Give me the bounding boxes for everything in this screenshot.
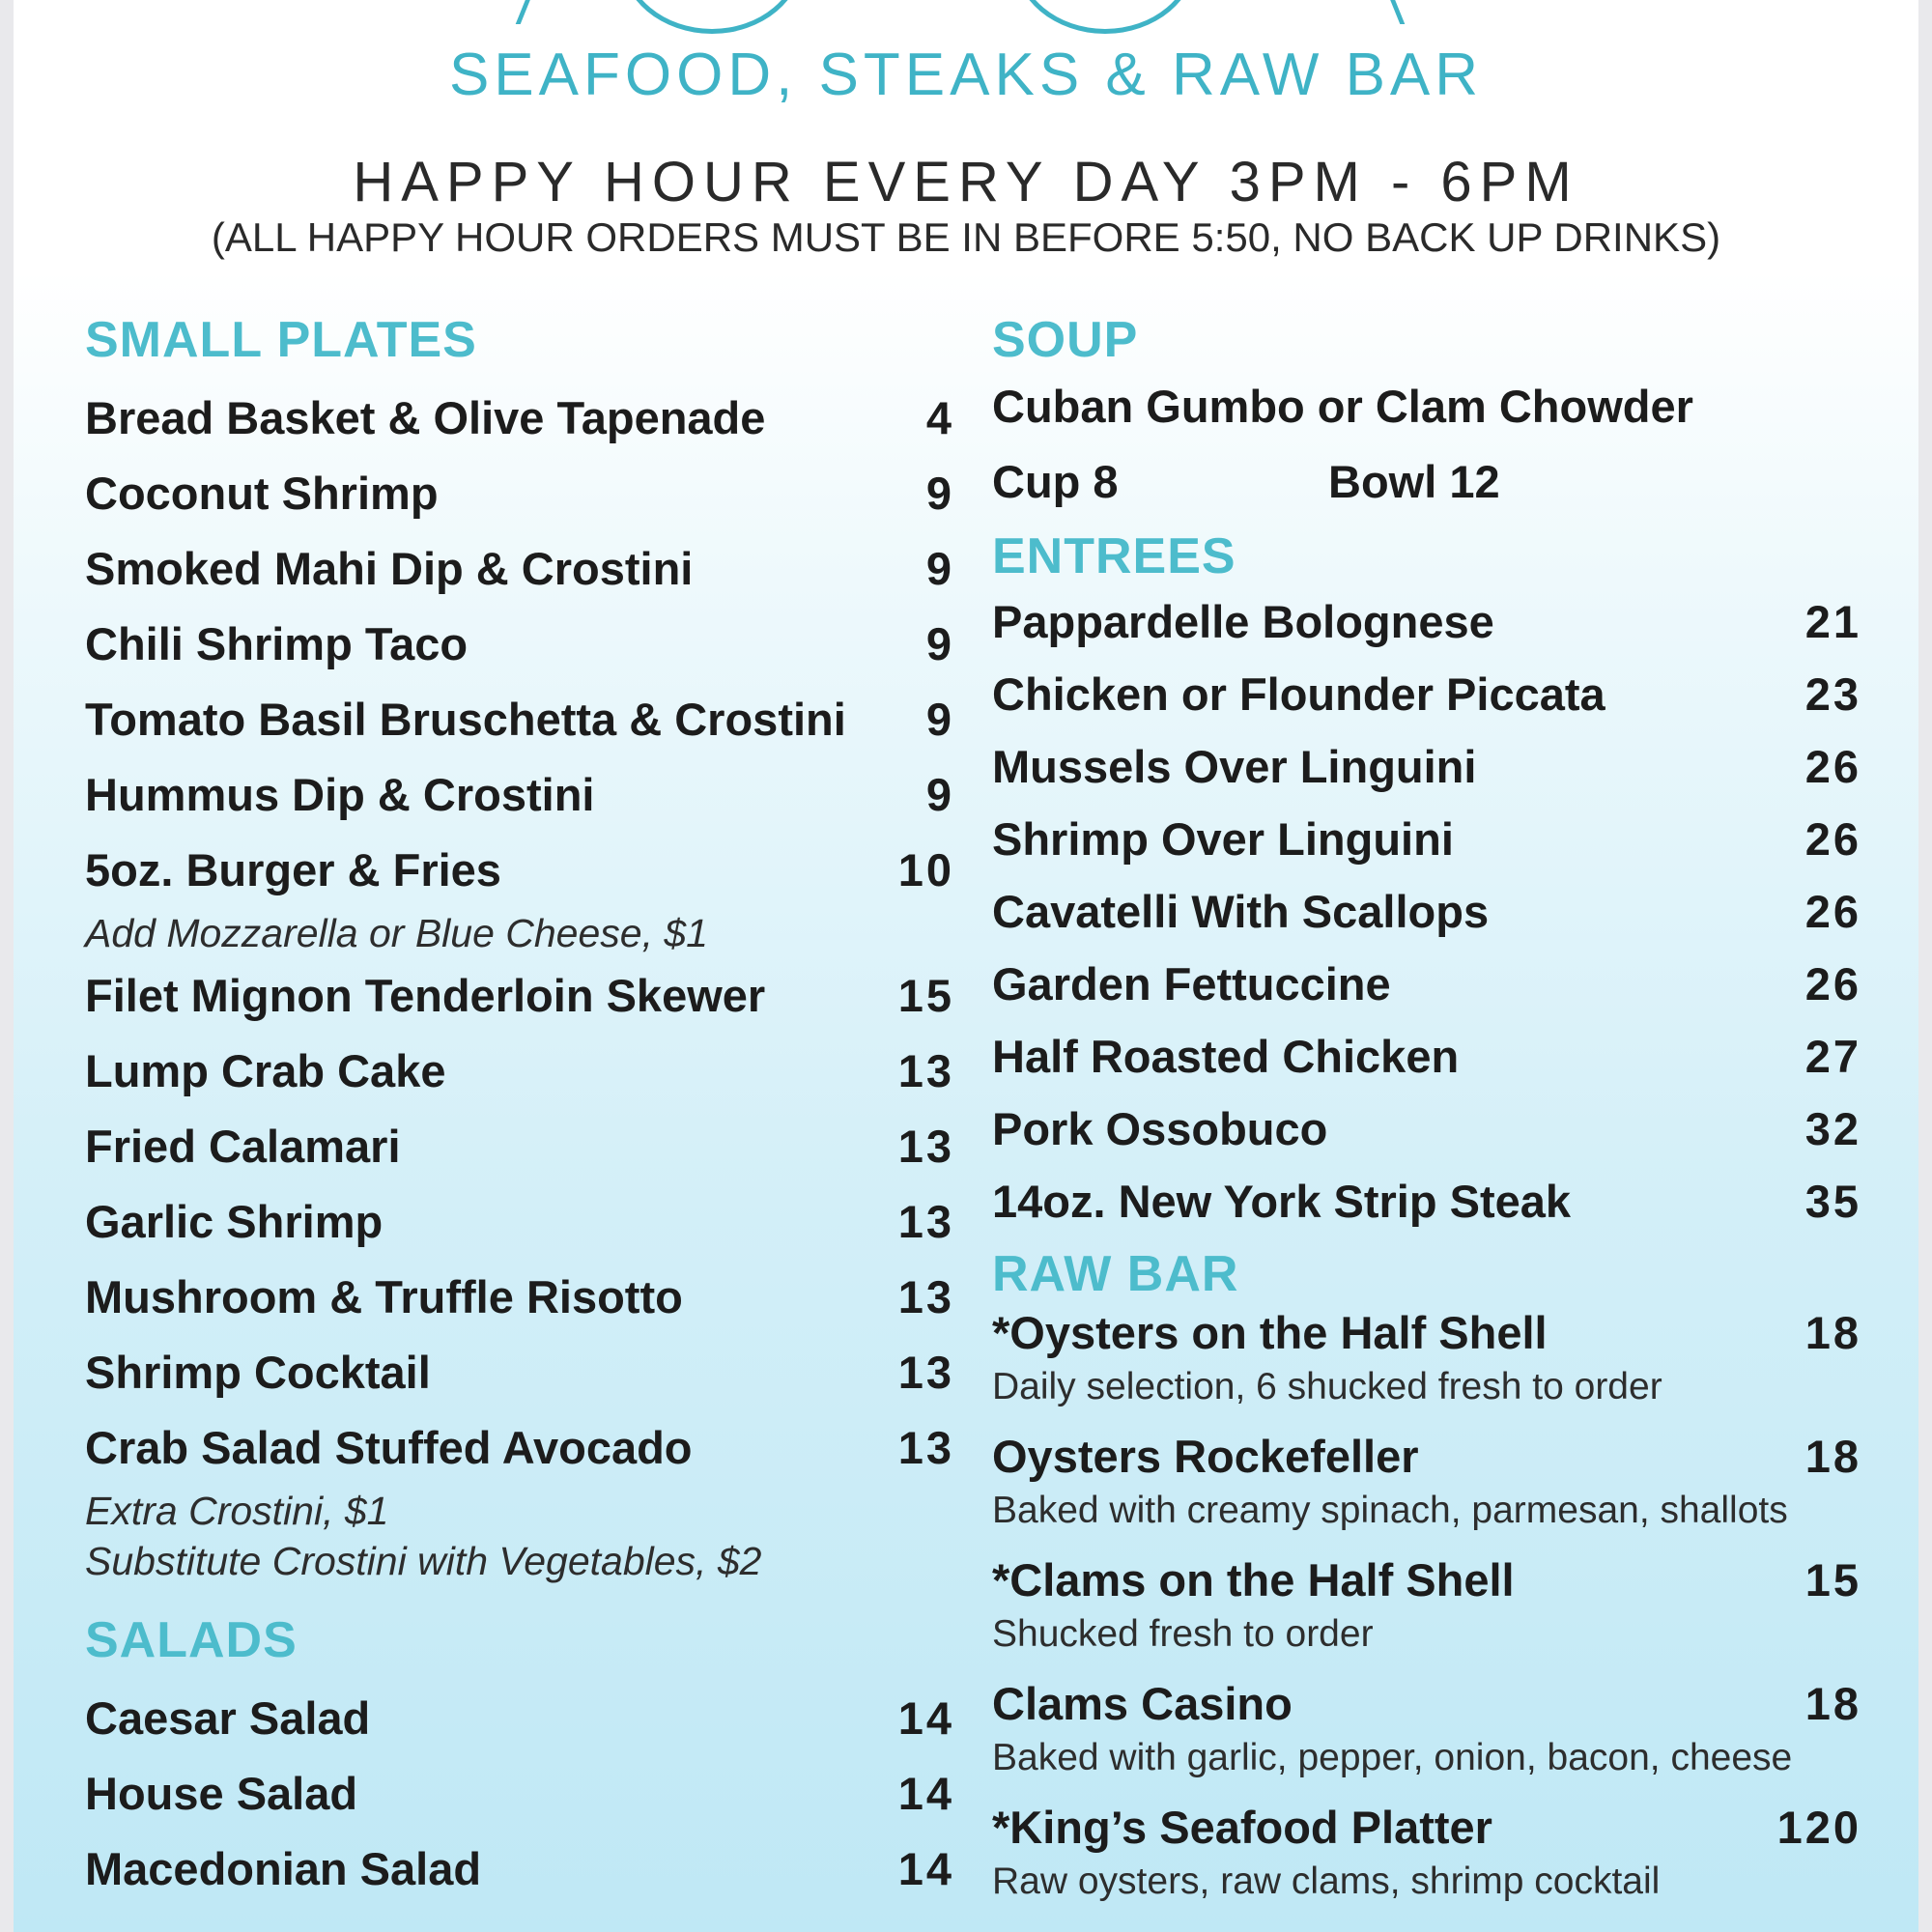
item-price: 23 xyxy=(1804,668,1861,720)
menu-item xyxy=(992,1020,1861,1093)
menu-item xyxy=(992,1427,1861,1487)
menu-item xyxy=(992,1093,1861,1165)
menu-item xyxy=(85,456,954,531)
item-price: 26 xyxy=(1804,886,1861,937)
menu-item xyxy=(992,803,1861,875)
menu-item xyxy=(85,1335,954,1410)
item-price: 13 xyxy=(897,1271,954,1322)
soup-cup-price: Cup 8 xyxy=(992,456,1119,507)
happy-hour-note: (ALL HAPPY HOUR ORDERS MUST BE IN BEFORE 5:50, NO BACK UP DRINKS) xyxy=(211,214,1721,260)
restaurant-tagline: SEAFOOD, STEAKS & RAW BAR xyxy=(448,42,1484,108)
item-description: Daily selection, 6 shucked fresh to order xyxy=(992,1366,1662,1407)
item-price: 35 xyxy=(1804,1176,1861,1227)
item-price: 26 xyxy=(1804,813,1861,865)
section-title-entrees: ENTREES xyxy=(992,528,1236,584)
item-price: 13 xyxy=(897,1121,954,1172)
item-name: Pappardelle Bolognese xyxy=(992,596,1494,647)
item-price: 120 xyxy=(1776,1802,1861,1853)
menu-item xyxy=(85,757,954,833)
soup-bowl-price: Bowl 12 xyxy=(1328,456,1500,507)
happy-hour-title: HAPPY HOUR EVERY DAY 3PM - 6PM xyxy=(353,151,1579,213)
item-name: Chili Shrimp Taco xyxy=(85,618,469,669)
section-title-soup: SOUP xyxy=(992,312,1139,368)
menu-item xyxy=(992,1303,1861,1363)
item-name: 14oz. New York Strip Steak xyxy=(992,1176,1572,1227)
item-name: *King’s Seafood Platter xyxy=(992,1802,1492,1853)
item-price: 13 xyxy=(897,1045,954,1096)
item-price: 14 xyxy=(897,1843,954,1894)
item-price: 18 xyxy=(1804,1678,1861,1729)
menu-item xyxy=(85,1756,954,1832)
menu-item xyxy=(992,1798,1861,1858)
item-price: 4 xyxy=(925,392,954,443)
soup-sizes xyxy=(992,444,1861,520)
item-name: *Clams on the Half Shell xyxy=(992,1554,1515,1605)
menu-item xyxy=(992,1550,1861,1610)
item-name: Garden Fettuccine xyxy=(992,958,1391,1009)
menu-item xyxy=(85,1034,954,1109)
burger-addon-note: Add Mozzarella or Blue Cheese, $1 xyxy=(85,911,708,955)
item-name: Filet Mignon Tenderloin Skewer xyxy=(85,970,766,1021)
item-name: Chicken or Flounder Piccata xyxy=(992,668,1605,720)
menu-item xyxy=(992,1165,1861,1237)
item-name: Hummus Dip & Crostini xyxy=(85,769,595,820)
menu-item xyxy=(85,1410,954,1486)
item-name: Smoked Mahi Dip & Crostini xyxy=(85,543,694,594)
logo-mark xyxy=(620,0,804,34)
item-price: 26 xyxy=(1804,958,1861,1009)
item-name: Tomato Basil Bruschetta & Crostini xyxy=(85,694,846,745)
menu-item xyxy=(992,875,1861,948)
item-price: 15 xyxy=(897,970,954,1021)
item-price: 13 xyxy=(897,1347,954,1398)
menu-item xyxy=(992,658,1861,730)
item-price: 13 xyxy=(897,1422,954,1473)
item-price: 9 xyxy=(925,694,954,745)
item-price: 18 xyxy=(1804,1431,1861,1482)
item-price: 15 xyxy=(1804,1554,1861,1605)
logo-mark xyxy=(458,0,580,24)
soup-name: Cuban Gumbo or Clam Chowder xyxy=(992,381,1693,432)
item-name: Mushroom & Truffle Risotto xyxy=(85,1271,683,1322)
menu-item xyxy=(992,730,1861,803)
item-name: Bread Basket & Olive Tapenade xyxy=(85,392,766,443)
item-name: Mussels Over Linguini xyxy=(992,741,1477,792)
item-name: Macedonian Salad xyxy=(85,1843,482,1894)
item-price: 14 xyxy=(897,1692,954,1744)
item-price: 18 xyxy=(1804,1307,1861,1358)
item-name: 5oz. Burger & Fries xyxy=(85,844,501,895)
section-title-raw-bar: RAW BAR xyxy=(992,1246,1239,1302)
menu-item xyxy=(992,585,1861,658)
item-price: 9 xyxy=(925,769,954,820)
item-description: Raw oysters, raw clams, shrimp cocktail xyxy=(992,1861,1661,1902)
item-name: Oysters Rockefeller xyxy=(992,1431,1419,1482)
item-price: 9 xyxy=(925,618,954,669)
item-name: Clams Casino xyxy=(992,1678,1293,1729)
item-price: 10 xyxy=(897,844,954,895)
menu-item xyxy=(85,607,954,682)
item-price: 13 xyxy=(897,1196,954,1247)
section-title-salads: SALADS xyxy=(85,1612,298,1668)
item-name: Caesar Salad xyxy=(85,1692,371,1744)
item-name: Shrimp Over Linguini xyxy=(992,813,1454,865)
menu-item xyxy=(85,1109,954,1184)
logo-mark xyxy=(1342,0,1463,24)
item-name: Shrimp Cocktail xyxy=(85,1347,431,1398)
menu-sheet xyxy=(14,0,1918,1932)
item-price: 26 xyxy=(1804,741,1861,792)
item-name: Crab Salad Stuffed Avocado xyxy=(85,1422,693,1473)
item-price: 9 xyxy=(925,543,954,594)
item-name: Lump Crab Cake xyxy=(85,1045,446,1096)
left-column xyxy=(85,311,954,1907)
menu-item xyxy=(85,1681,954,1756)
item-name: Garlic Shrimp xyxy=(85,1196,384,1247)
crostini-note: Extra Crostini, $1 xyxy=(85,1489,389,1533)
menu-item xyxy=(85,381,954,456)
item-description: Baked with creamy spinach, parmesan, shallots xyxy=(992,1490,1788,1531)
menu-item xyxy=(85,1184,954,1260)
menu-item xyxy=(85,531,954,607)
item-description: Shucked fresh to order xyxy=(992,1613,1374,1655)
logo-mark xyxy=(1013,0,1197,34)
menu-item xyxy=(85,1832,954,1907)
item-name: Pork Ossobuco xyxy=(992,1103,1328,1154)
item-price: 27 xyxy=(1804,1031,1861,1082)
item-price: 21 xyxy=(1804,596,1861,647)
item-price: 32 xyxy=(1804,1103,1861,1154)
menu-item xyxy=(85,833,954,908)
item-name: Fried Calamari xyxy=(85,1121,401,1172)
item-price: 9 xyxy=(925,468,954,519)
substitute-note: Substitute Crostini with Vegetables, $2 xyxy=(85,1539,762,1583)
menu-item xyxy=(992,948,1861,1020)
menu-item xyxy=(85,958,954,1034)
item-description: Baked with garlic, pepper, onion, bacon, cheese xyxy=(992,1737,1793,1778)
item-name: Half Roasted Chicken xyxy=(992,1031,1460,1082)
item-name: Coconut Shrimp xyxy=(85,468,439,519)
menu-item xyxy=(85,1260,954,1335)
item-name: Cavatelli With Scallops xyxy=(992,886,1490,937)
item-name: House Salad xyxy=(85,1768,358,1819)
section-title-small-plates: SMALL PLATES xyxy=(85,312,477,368)
item-name: *Oysters on the Half Shell xyxy=(992,1307,1548,1358)
item-price: 14 xyxy=(897,1768,954,1819)
menu-item xyxy=(85,682,954,757)
right-column xyxy=(992,311,1861,1906)
raw-bar-list xyxy=(992,1303,1861,1906)
menu-item xyxy=(992,1674,1861,1734)
